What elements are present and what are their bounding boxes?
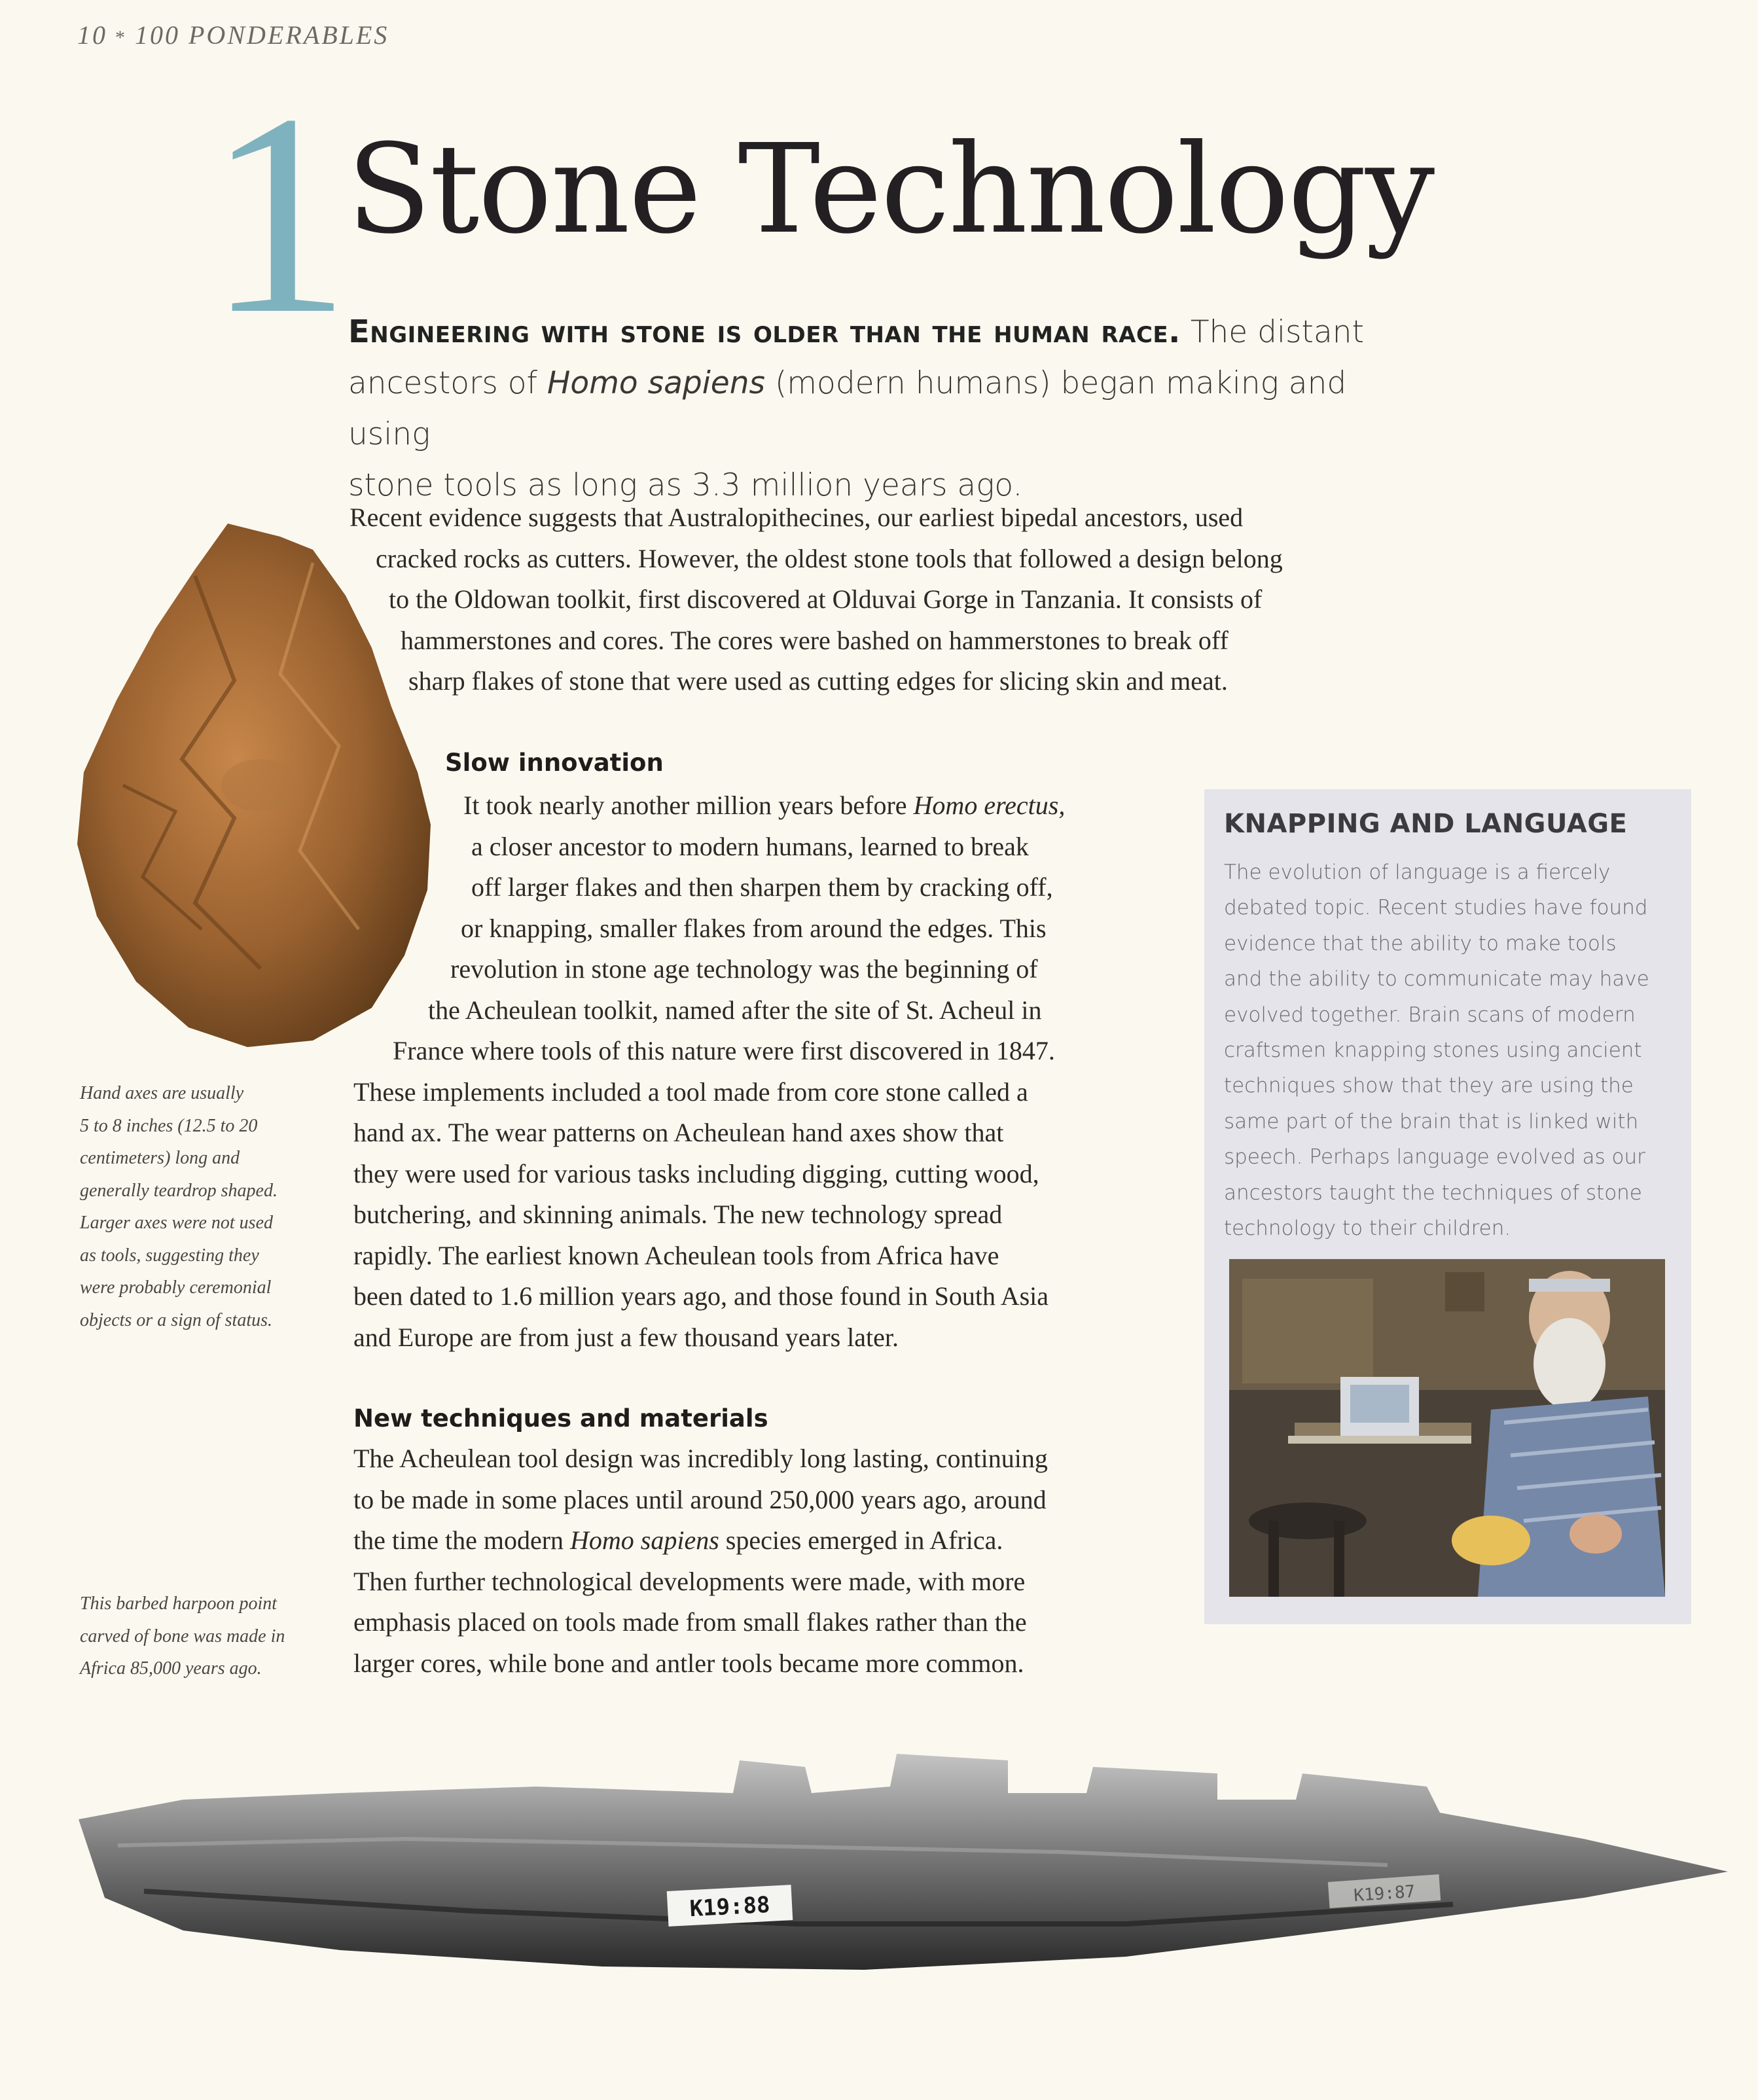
sidebar-line: The evolution of language is a fiercely (1224, 861, 1611, 884)
caption-harpoon-line: This barbed harpoon point (80, 1593, 278, 1614)
slow-line-9: hand ax. The wear patterns on Acheulean hand axes show that (353, 1118, 1004, 1147)
sidebar-line: and the ability to communicate may have (1224, 967, 1649, 991)
new-line-5: emphasis placed on tools made from small flakes rather than the (353, 1607, 1027, 1637)
slow-line-3: off larger flakes and then sharpen them by cracking off, (471, 872, 1053, 902)
caption-hand-axe-line: as tools, suggesting they (80, 1245, 259, 1266)
slow-line-12: rapidly. The earliest known Acheulean tools from Africa have (353, 1240, 999, 1270)
new-line-3-a: the time the modern (353, 1525, 564, 1555)
intro-line-1 (348, 306, 1369, 358)
heading-new-techniques: New techniques and materials (353, 1404, 768, 1433)
sidebar-title: KNAPPING AND LANGUAGE (1224, 809, 1628, 839)
slow-species: Homo erectus, (913, 791, 1066, 820)
sidebar-line: evolved together. Brain scans of modern (1224, 1003, 1636, 1027)
intro-line-3: stone tools as long as 3.3 million years ago. (348, 467, 1023, 503)
caption-hand-axe-line: objects or a sign of status. (80, 1309, 273, 1330)
slow-line-1 (353, 785, 1178, 827)
sidebar-text (1224, 855, 1676, 1246)
craftsman-photo (1229, 1259, 1665, 1597)
caption-hand-axe-line: 5 to 8 inches (12.5 to 20 (80, 1115, 258, 1136)
paragraph-1-line-2: cracked rocks as cutters. However, the oldest stone tools that followed a design belong (376, 543, 1283, 573)
paragraph-1-line-4: hammerstones and cores. The cores were bashed on hammerstones to break off (401, 625, 1229, 655)
new-line-1: The Acheulean tool design was incredibly long lasting, continuing (353, 1444, 1048, 1473)
slow-line-8: These implements included a tool made from core stone called a (353, 1077, 1028, 1107)
intro-line-1-rest: The distant (1190, 314, 1364, 350)
slow-line-1-a: It took nearly another million years before (463, 791, 907, 820)
new-species: Homo sapiens (570, 1525, 719, 1555)
caption-harpoon-line: carved of bone was made in (80, 1626, 285, 1646)
page-title: Stone Technology (347, 118, 1434, 261)
intro-line-2 (348, 358, 1369, 460)
paragraph-new-techniques (353, 1438, 1178, 1684)
caption-hand-axe-line: Hand axes are usually (80, 1083, 244, 1103)
sidebar-line: techniques show that they are using the (1224, 1074, 1634, 1098)
caption-hand-axe-line: centimeters) long and (80, 1148, 240, 1168)
caption-harpoon (80, 1588, 285, 1685)
slow-line-14: and Europe are from just a few thousand years later. (353, 1322, 899, 1352)
slow-line-5: revolution in stone age technology was the beginning of (450, 954, 1038, 984)
slow-line-7: France where tools of this nature were first discovered in 1847. (393, 1036, 1055, 1065)
slow-line-10: they were used for various tasks including digging, cutting wood, (353, 1158, 1039, 1188)
intro-line-2-a: ancestors of (348, 365, 538, 401)
heading-slow-innovation: Slow innovation (445, 749, 664, 777)
sidebar-knapping-language (1204, 789, 1691, 1624)
intro-species: Homo sapiens (547, 365, 765, 401)
sidebar-line: speech. Perhaps language evolved as our (1224, 1145, 1645, 1169)
intro-paragraph (348, 306, 1369, 511)
caption-hand-axe-line: Larger axes were not used (80, 1213, 273, 1233)
new-line-3-b: species emerged in Africa. (725, 1525, 1003, 1555)
paragraph-slow-innovation (353, 785, 1178, 1358)
intro-lead: Engineering with stone is older than the human race. (348, 313, 1181, 350)
harpoon-label-2: K19:87 (1353, 1881, 1416, 1906)
sidebar-line: evidence that the ability to make tools (1224, 931, 1617, 955)
harpoon-image (79, 1741, 1728, 1976)
separator-star: * (115, 27, 127, 48)
harpoon-label-1: K19:88 (689, 1891, 771, 1923)
caption-hand-axe-line: generally teardrop shaped. (80, 1180, 278, 1201)
slow-line-11: butchering, and skinning animals. The new technology spread (353, 1200, 1003, 1229)
sidebar-line: technology to their children. (1224, 1217, 1511, 1241)
paragraph-1-line-3: to the Oldowan toolkit, first discovered at Olduvai Gorge in Tanzania. It consists of (389, 584, 1263, 614)
slow-line-4: or knapping, smaller flakes from around the edges. This (461, 913, 1047, 943)
sidebar-line: ancestors taught the techniques of stone (1224, 1181, 1642, 1205)
paragraph-1-line-5: sharp flakes of stone that were used as cutting edges for slicing skin and meat. (408, 666, 1228, 696)
paragraph-1 (350, 497, 1423, 702)
page-number: 10 (77, 20, 107, 50)
caption-hand-axe (80, 1077, 278, 1336)
slow-line-6: the Acheulean toolkit, named after the site of St. Acheul in (428, 995, 1042, 1025)
sidebar-line: debated topic. Recent studies have found (1224, 896, 1648, 920)
slow-line-13: been dated to 1.6 million years ago, and those found in South Asia (353, 1281, 1049, 1311)
caption-hand-axe-line: were probably ceremonial (80, 1277, 272, 1298)
running-head (77, 20, 389, 50)
sidebar-line: craftsmen knapping stones using ancient (1224, 1039, 1642, 1063)
slow-line-2: a closer ancestor to modern humans, learned to break (471, 831, 1029, 861)
new-line-4: Then further technological developments were made, with more (353, 1566, 1026, 1596)
sidebar-line: same part of the brain that is linked with (1224, 1109, 1639, 1133)
new-line-2: to be made in some places until around 250,000 years ago, around (353, 1484, 1047, 1514)
caption-harpoon-line: Africa 85,000 years ago. (80, 1658, 262, 1679)
paragraph-1-line-1: Recent evidence suggests that Australopithecines, our earliest bipedal ancestors, used (350, 503, 1244, 532)
chapter-number: 1 (207, 55, 351, 374)
intro-line-2-b: (modern humans) began making and using (348, 365, 1347, 452)
book-title: 100 PONDERABLES (135, 20, 389, 50)
new-line-3 (353, 1520, 1178, 1561)
new-line-6: larger cores, while bone and antler tools became more common. (353, 1648, 1024, 1678)
